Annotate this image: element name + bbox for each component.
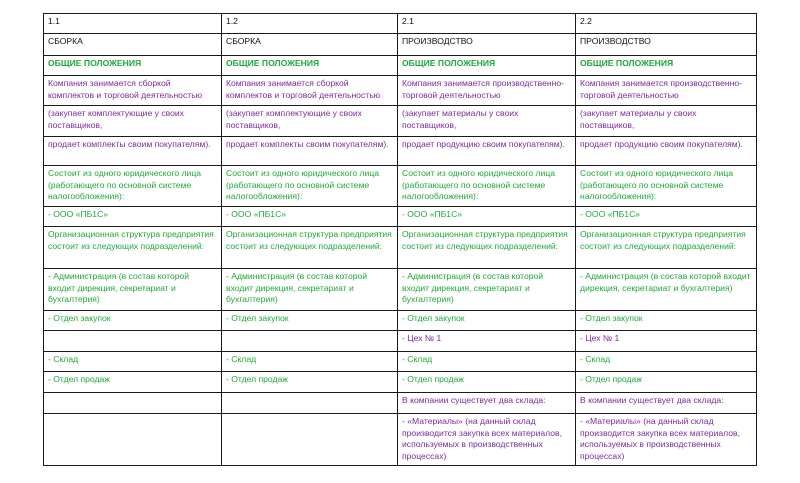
table-cell-col-4 <box>576 414 757 466</box>
table-cell-col-2 <box>222 352 398 372</box>
table-cell-col-2 <box>222 76 398 106</box>
table-cell-col-2 <box>222 414 398 466</box>
cell-text: (закупает комплектующие у своих поставщиков, <box>226 108 362 130</box>
table-row <box>44 311 757 331</box>
table-cell-col-3 <box>398 56 576 76</box>
cell-text: - Отдел продаж <box>580 374 643 384</box>
table-cell-col-2 <box>222 56 398 76</box>
cell-text: - Склад <box>402 354 433 364</box>
cell-text: Состоит из одного юридического лица (работающего по основной системе налогообложения): <box>580 168 734 202</box>
cell-text: 1.1 <box>48 16 60 26</box>
cell-text: - Отдел закупок <box>226 313 289 323</box>
cell-text: Организационная структура предприятия состоит из следующих подразделений: <box>580 229 746 251</box>
table-cell-col-1 <box>44 207 222 227</box>
table-cell-col-2 <box>222 269 398 311</box>
cell-text: В компании существует два склада: <box>580 395 724 405</box>
table-cell-col-4 <box>576 106 757 137</box>
cell-text: СБОРКА <box>48 36 83 46</box>
table-row <box>44 137 757 166</box>
table-cell-col-1 <box>44 56 222 76</box>
table-cell-col-4 <box>576 393 757 414</box>
table-cell-col-3 <box>398 207 576 227</box>
cell-text: продает комплекты своим покупателям). <box>226 139 389 149</box>
table-cell-col-2 <box>222 227 398 269</box>
table-cell-col-4 <box>576 207 757 227</box>
cell-text: - Отдел продаж <box>48 374 111 384</box>
table-row <box>44 269 757 311</box>
cell-text: - «Материалы» (на данный склад производится закупка всех материалов, используемых в производственных процессах) <box>402 416 563 461</box>
table-cell-col-2 <box>222 372 398 393</box>
table-cell-col-3 <box>398 137 576 166</box>
cell-text: ПРОИЗВОДСТВО <box>402 36 473 46</box>
cell-text: СБОРКА <box>226 36 261 46</box>
table-cell-col-1 <box>44 14 222 34</box>
table-cell-col-4 <box>576 14 757 34</box>
cell-text: (закупает материалы у своих поставщиков, <box>402 108 519 130</box>
cell-text: Компания занимается сборкой комплектов и торговой деятельностью <box>48 78 203 100</box>
table-cell-col-3 <box>398 414 576 466</box>
cell-text: - Администрация (в состав которой входит дирекция, секретариат и бухгалтерия) <box>48 271 190 305</box>
table-row <box>44 331 757 352</box>
cell-text: (закупает материалы у своих поставщиков, <box>580 108 697 130</box>
table-cell-col-1 <box>44 393 222 414</box>
table-cell-col-3 <box>398 34 576 56</box>
table-cell-col-4 <box>576 166 757 207</box>
cell-text: - Отдел закупок <box>580 313 643 323</box>
cell-text: - Администрация (в состав которой входит дирекция, секретариат и бухгалтерия) <box>580 271 751 293</box>
table-cell-col-2 <box>222 34 398 56</box>
table-cell-col-3 <box>398 269 576 311</box>
table-row <box>44 393 757 414</box>
table-cell-col-1 <box>44 311 222 331</box>
table-cell-col-2 <box>222 207 398 227</box>
cell-text: - Администрация (в состав которой входит дирекция, секретариат и бухгалтерия) <box>402 271 544 305</box>
cell-text: продает комплекты своим покупателям). <box>48 139 211 149</box>
cell-text: ПРОИЗВОДСТВО <box>580 36 651 46</box>
table-row <box>44 166 757 207</box>
table-cell-col-4 <box>576 269 757 311</box>
cell-text: Состоит из одного юридического лица (работающего по основной системе налогообложения): <box>402 168 556 202</box>
table-cell-col-3 <box>398 14 576 34</box>
table-row <box>44 227 757 269</box>
table-cell-col-4 <box>576 227 757 269</box>
cell-text: - Администрация (в состав которой входит дирекция, секретариат и бухгалтерия) <box>226 271 368 305</box>
cell-text: - Цех № 1 <box>580 333 620 343</box>
cell-text: ОБЩИЕ ПОЛОЖЕНИЯ <box>226 58 320 68</box>
cell-text: 2.2 <box>580 16 592 26</box>
cell-text: - ООО «ПБ1С» <box>48 209 109 219</box>
table-cell-col-1 <box>44 269 222 311</box>
table-cell-col-2 <box>222 137 398 166</box>
table-cell-col-4 <box>576 137 757 166</box>
cell-text: - Отдел закупок <box>402 313 465 323</box>
table-cell-col-4 <box>576 56 757 76</box>
table-cell-col-2 <box>222 311 398 331</box>
table-cell-col-1 <box>44 331 222 352</box>
cell-text: продает продукцию своим покупателям). <box>580 139 743 149</box>
cell-text: - Склад <box>580 354 611 364</box>
table-cell-col-2 <box>222 331 398 352</box>
cell-text: Состоит из одного юридического лица (работающего по основной системе налогообложения): <box>226 168 380 202</box>
cell-text: - ООО «ПБ1С» <box>226 209 287 219</box>
document-table <box>43 13 757 466</box>
cell-text: Компания занимается производственно-торговой деятельностью <box>580 78 742 100</box>
table-cell-col-3 <box>398 166 576 207</box>
cell-text: Организационная структура предприятия состоит из следующих подразделений: <box>402 229 568 251</box>
table-cell-col-4 <box>576 372 757 393</box>
table-row <box>44 207 757 227</box>
cell-text: - ООО «ПБ1С» <box>402 209 463 219</box>
cell-text: - «Материалы» (на данный склад производится закупка всех материалов, используемых в производственных процессах) <box>580 416 741 461</box>
table-row <box>44 352 757 372</box>
table-row <box>44 372 757 393</box>
table-cell-col-3 <box>398 352 576 372</box>
table-cell-col-3 <box>398 372 576 393</box>
table-cell-col-4 <box>576 76 757 106</box>
table-cell-col-1 <box>44 166 222 207</box>
table-cell-col-2 <box>222 14 398 34</box>
table-row <box>44 414 757 466</box>
table-cell-col-3 <box>398 311 576 331</box>
table-cell-col-2 <box>222 106 398 137</box>
cell-text: Организационная структура предприятия состоит из следующих подразделений: <box>48 229 214 251</box>
cell-text: ОБЩИЕ ПОЛОЖЕНИЯ <box>48 58 142 68</box>
table-cell-col-1 <box>44 137 222 166</box>
cell-text: - Отдел продаж <box>402 374 465 384</box>
table-cell-col-1 <box>44 372 222 393</box>
table-cell-col-4 <box>576 34 757 56</box>
table-row <box>44 56 757 76</box>
cell-text: ОБЩИЕ ПОЛОЖЕНИЯ <box>402 58 496 68</box>
table-row <box>44 76 757 106</box>
table-row <box>44 14 757 34</box>
cell-text: Организационная структура предприятия состоит из следующих подразделений: <box>226 229 392 251</box>
table-cell-col-3 <box>398 106 576 137</box>
table-cell-col-4 <box>576 352 757 372</box>
table-cell-col-2 <box>222 393 398 414</box>
cell-text: продает продукцию своим покупателям). <box>402 139 565 149</box>
cell-text: Состоит из одного юридического лица (работающего по основной системе налогообложения): <box>48 168 202 202</box>
table-cell-col-4 <box>576 311 757 331</box>
table-cell-col-4 <box>576 331 757 352</box>
table-cell-col-3 <box>398 393 576 414</box>
cell-text: - Склад <box>48 354 79 364</box>
cell-text: - Отдел закупок <box>48 313 111 323</box>
table-cell-col-1 <box>44 227 222 269</box>
cell-text: (закупает комплектующие у своих поставщиков, <box>48 108 184 130</box>
table-cell-col-1 <box>44 414 222 466</box>
table-row <box>44 106 757 137</box>
cell-text: - ООО «ПБ1С» <box>580 209 641 219</box>
cell-text: В компании существует два склада: <box>402 395 546 405</box>
table-cell-col-3 <box>398 227 576 269</box>
cell-text: - Цех № 1 <box>402 333 442 343</box>
table-body <box>44 14 757 466</box>
table-cell-col-1 <box>44 76 222 106</box>
table-cell-col-1 <box>44 352 222 372</box>
cell-text: 1.2 <box>226 16 238 26</box>
table-cell-col-2 <box>222 166 398 207</box>
cell-text: Компания занимается сборкой комплектов и торговой деятельностью <box>226 78 381 100</box>
table-cell-col-3 <box>398 76 576 106</box>
table-row <box>44 34 757 56</box>
table-cell-col-1 <box>44 34 222 56</box>
table-cell-col-1 <box>44 106 222 137</box>
cell-text: - Склад <box>226 354 257 364</box>
table-cell-col-3 <box>398 331 576 352</box>
cell-text: 2.1 <box>402 16 414 26</box>
cell-text: ОБЩИЕ ПОЛОЖЕНИЯ <box>580 58 674 68</box>
cell-text: Компания занимается производственно-торговой деятельностью <box>402 78 564 100</box>
cell-text: - Отдел продаж <box>226 374 289 384</box>
